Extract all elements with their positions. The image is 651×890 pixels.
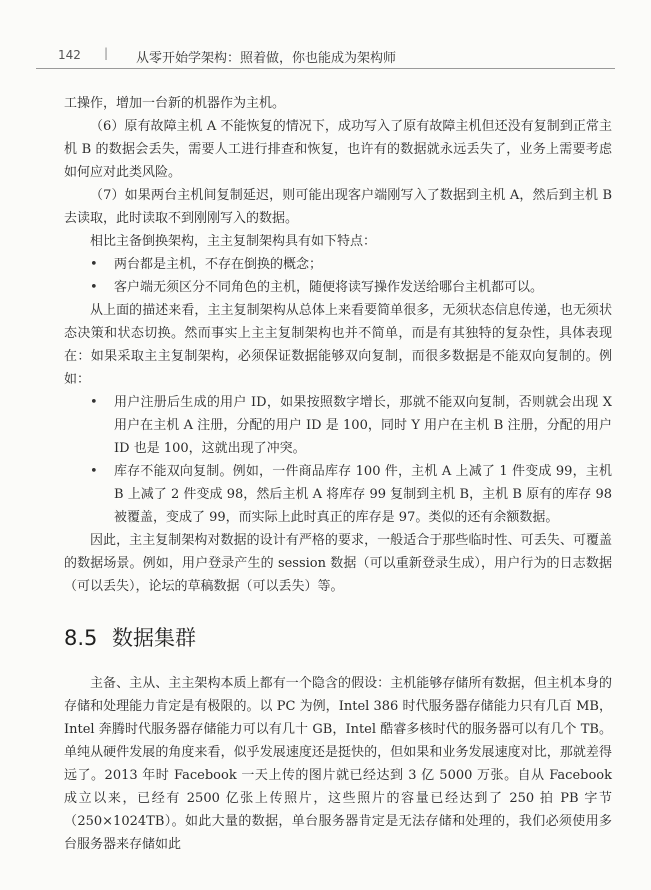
paragraph: （7）如果两台主机间复制延迟，则可能出现客户端刚写入了数据到主机 A，然后到主机 B 去读取，此时读取不到刚刚写入的数据。 — [64, 188, 612, 226]
paragraph: 相比主备倒换架构，主主复制架构具有如下特点： — [90, 234, 377, 249]
example-list — [64, 391, 612, 529]
list-item: • 客户端无须区分不同角色的主机，随便将读写操作发送给哪台主机都可以。 — [86, 276, 612, 299]
page-number: 142 — [58, 48, 81, 62]
page-body — [64, 92, 612, 856]
book-title: 从零开始学架构：照着做，你也能成为架构师 — [136, 51, 397, 66]
section-heading — [64, 620, 612, 656]
paragraph: 因此，主主复制架构对数据的设计有严格的要求，一般适合于那些临时性、可丢失、可覆盖的数据场景。例如，用户登录产生的 session 数据（可以重新登录生成），用户行为的日志数据（可以丢失），论坛的草稿数据（可以丢失）等。 — [64, 533, 612, 594]
header-separator: | — [104, 46, 109, 60]
paragraph: 从上面的描述来看，主主复制架构从总体上来看要简单很多，无须状态信息传递，也无须状态决策和状态切换。然而事实上主主复制架构也并不简单，而是有其独特的复杂性，具体表现在：如果采取主主复制架构，必须保证数据能够双向复制，而很多数据是不能双向复制的。例如： — [64, 303, 612, 387]
paragraph: 主备、主从、主主架构本质上都有一个隐含的假设：主机能够存储所有数据，但主机本身的存储和处理能力肯定是有极限的。以 PC 为例，Intel 386 时代服务器存储能力只有几百 MB，Intel 奔腾时代服务器存储能力可以有几十 GB，Intel 酷睿多核时代的服务器可以有几个 TB。单纯从硬件发展的角度来看，似乎发展速度还是挺快的，但如果和业务发展速度对比，那就差得远了。2013 年时 Facebook 一天上传的图片就已经达到 3 亿 5000 万张。自从 Facebook 成立以来，已经有 2500 亿张上传照片，这些照片的容量已经达到了 250 拍 PB 字节（250×1024TB）。如此大量的数据，单台服务器肯定是无法存储和处理的，我们必须使用多台服务器来存储如此 — [64, 676, 612, 852]
paragraph: 工操作，增加一台新的机器作为主机。 — [64, 96, 286, 111]
list-item: • 两台都是主机，不存在倒换的概念； — [86, 253, 612, 276]
section-title: 数据集群 — [112, 626, 196, 650]
paragraph: （6）原有故障主机 A 不能恢复的情况下，成功写入了原有故障主机但还没有复制到正常主机 B 的数据会丢失，需要人工进行排查和恢复，也许有的数据就永远丢失了，业务上需要考虑如何应对此类风险。 — [64, 119, 612, 180]
running-header — [36, 44, 615, 69]
feature-list — [64, 253, 612, 299]
list-item: • 库存不能双向复制。例如，一件商品库存 100 件，主机 A 上减了 1 件变成 99，主机 B 上减了 2 件变成 98，然后主机 A 将库存 99 复制到主机 B，主机 B 原有的库存 98 被覆盖，变成了 99，而实际上此时真正的库存是 97。类似的还有余额数据。 — [86, 460, 612, 529]
list-item: • 用户注册后生成的用户 ID，如果按照数字增长，那就不能双向复制，否则就会出现 X 用户在主机 A 注册，分配的用户 ID 是 100，同时 Y 用户在主机 B 注册，分配的用户 ID 也是 100，这就出现了冲突。 — [86, 391, 612, 460]
section-number: 8.5 — [64, 626, 98, 650]
